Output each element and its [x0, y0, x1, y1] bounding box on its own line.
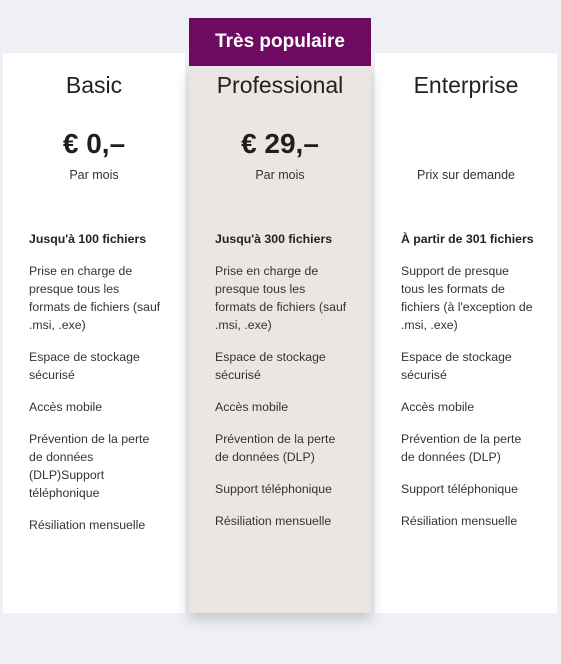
feature-item: Prise en charge de presque tous les formats de fichiers (sauf .msi, .exe) [29, 264, 161, 332]
feature-item: Jusqu'à 100 fichiers [29, 232, 147, 246]
feature-item: Résiliation mensuelle [401, 514, 518, 528]
feature-item: À partir de 301 fichiers [401, 232, 534, 246]
plan-period: Prix sur demande [417, 168, 515, 182]
plan-card-basic [3, 53, 185, 613]
plan-name: Basic [65, 72, 123, 98]
plan-name: Professional [216, 72, 344, 98]
feature-list [29, 230, 163, 548]
feature-item: Espace de stockage sécurisé [215, 350, 326, 382]
feature-item: Support de presque tous les formats de fichiers (à l'exception de .msi, .exe) [401, 264, 533, 332]
most-popular-badge: Très populaire [189, 18, 371, 66]
plan-card-enterprise [375, 53, 557, 613]
feature-list [401, 230, 535, 544]
plan-price: € 0,– [62, 128, 126, 159]
plan-period: Par mois [69, 168, 119, 182]
feature-item: Support téléphonique [215, 482, 332, 496]
feature-item: Résiliation mensuelle [29, 518, 146, 532]
feature-item: Support téléphonique [401, 482, 518, 496]
plan-name: Enterprise [413, 72, 519, 98]
plan-price: € 29,– [241, 128, 319, 159]
feature-item: Accès mobile [215, 400, 289, 414]
feature-item: Prévention de la perte de données (DLP)Support téléphonique [29, 432, 150, 500]
feature-item: Résiliation mensuelle [215, 514, 332, 528]
plan-card-professional [189, 66, 371, 613]
feature-item: Espace de stockage sécurisé [29, 350, 140, 382]
feature-list [215, 230, 349, 544]
feature-item: Prise en charge de presque tous les formats de fichiers (sauf .msi, .exe) [215, 264, 347, 332]
feature-item: Jusqu'à 300 fichiers [215, 232, 333, 246]
feature-item: Accès mobile [401, 400, 475, 414]
feature-item: Accès mobile [29, 400, 103, 414]
plan-period: Par mois [255, 168, 305, 182]
feature-item: Prévention de la perte de données (DLP) [215, 432, 336, 464]
feature-item: Espace de stockage sécurisé [401, 350, 512, 382]
feature-item: Prévention de la perte de données (DLP) [401, 432, 522, 464]
